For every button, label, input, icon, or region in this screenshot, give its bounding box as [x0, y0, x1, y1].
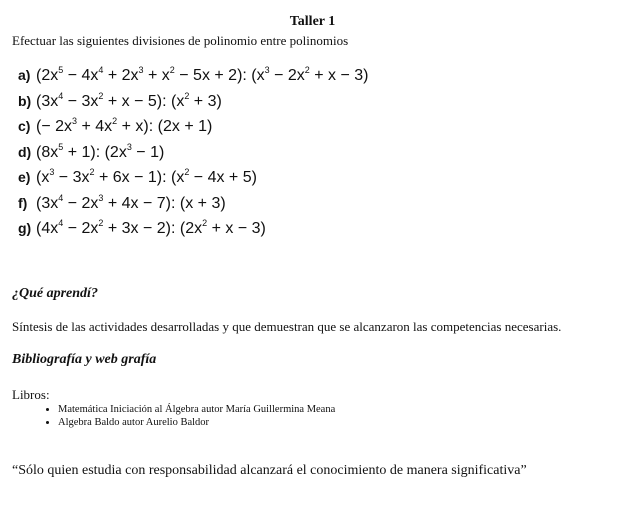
exponent: 2 — [184, 167, 190, 177]
section-heading-what-learned: ¿Qué aprendí? — [12, 286, 98, 301]
exponent: 2 — [169, 65, 175, 75]
expression-part: + x): (2x + 1) — [117, 118, 213, 135]
expression-part: (x — [36, 169, 50, 186]
exercise-item — [18, 160, 369, 186]
exercise-list — [18, 58, 369, 237]
expression-part: − 3x — [63, 92, 99, 110]
instruction-text: Efectuar las siguientes divisiones de polinomio entre polinomios — [12, 33, 349, 48]
exponent: 3 — [138, 65, 144, 75]
book-item: • Algebra Baldo autor Aurelio Baldor — [58, 416, 335, 429]
exponent: 5 — [58, 141, 64, 152]
expression-part: + 4x − 7): (x + 3) — [103, 194, 226, 212]
book-item: • Matemática Iniciación al Álgebra autor María Guillermina Meana — [58, 403, 335, 416]
exponent: 2 — [98, 218, 104, 228]
closing-quote: “Sólo quien estudia con responsabilidad alcanzará el conocimiento de manera significativa” — [12, 463, 527, 478]
expression-part: + x − 3) — [207, 220, 266, 237]
expression-part: − 3x — [54, 169, 90, 186]
exponent: 3 — [98, 192, 104, 203]
expression-part: + 1): (2x — [63, 143, 127, 161]
exponent: 3 — [72, 116, 78, 126]
exponent: 2 — [112, 116, 118, 126]
expression-part: − 2x — [63, 220, 99, 237]
expression-part: (8x — [36, 143, 59, 161]
exercise-label: a) — [18, 67, 31, 83]
expression-part: − 5x + 2): (x — [174, 67, 265, 84]
exponent: 4 — [58, 218, 64, 228]
exponent: 2 — [184, 90, 190, 101]
document-title: Taller 1 — [289, 14, 336, 29]
section-heading-bibliography: Bibliografía y web grafía — [12, 352, 157, 367]
expression-part: + x − 3) — [309, 67, 369, 84]
expression-part: (3x — [36, 194, 59, 212]
expression-part: − 2x — [63, 194, 99, 212]
exponent: 4 — [58, 90, 64, 101]
expression-part: (4x — [36, 220, 59, 237]
exponent: 4 — [98, 65, 104, 75]
expression-part: + 6x − 1): (x — [94, 169, 185, 186]
exponent: 2 — [202, 218, 208, 228]
exercise-item — [18, 135, 369, 161]
expression-part: + 3) — [189, 92, 222, 110]
exercise-label: b) — [18, 92, 32, 109]
exercise-item — [18, 109, 369, 135]
exponent: 3 — [49, 167, 55, 177]
exponent: 3 — [126, 141, 132, 152]
exercise-label: f) — [18, 194, 28, 211]
books-list — [38, 403, 335, 429]
expression-part: + 3x − 2): (2x — [103, 220, 203, 237]
exponent: 5 — [58, 65, 64, 75]
expression-part: − 4x + 5) — [189, 169, 257, 186]
exercise-label: e) — [18, 169, 31, 185]
expression-part: (3x — [36, 92, 59, 110]
exponent: 4 — [58, 192, 64, 203]
expression-part: − 4x — [63, 67, 99, 84]
expression-part: + x − 5): (x — [103, 92, 185, 110]
exercise-item — [18, 84, 369, 110]
expression-part: − 1) — [131, 143, 165, 161]
expression-part: + x — [143, 67, 170, 84]
exponent: 2 — [304, 65, 310, 75]
exercise-label: g) — [18, 220, 32, 236]
exercise-label: d) — [18, 143, 32, 160]
exponent: 3 — [264, 65, 270, 75]
exercise-label: c) — [18, 118, 31, 134]
exercise-item — [18, 211, 369, 237]
synthesis-text: Síntesis de las actividades desarrolladas y que demuestran que se alcanzaron las competencias necesarias. — [12, 319, 562, 334]
expression-part: + 4x — [77, 118, 113, 135]
expression-part: (− 2x — [36, 118, 73, 135]
expression-part: (2x — [36, 67, 59, 84]
books-label: Libros: — [12, 387, 50, 402]
exponent: 2 — [89, 167, 95, 177]
expression-part: − 2x — [269, 67, 305, 84]
expression-part: + 2x — [103, 67, 139, 84]
exercise-item — [18, 58, 369, 84]
exponent: 2 — [98, 90, 104, 101]
exercise-item — [18, 186, 369, 212]
